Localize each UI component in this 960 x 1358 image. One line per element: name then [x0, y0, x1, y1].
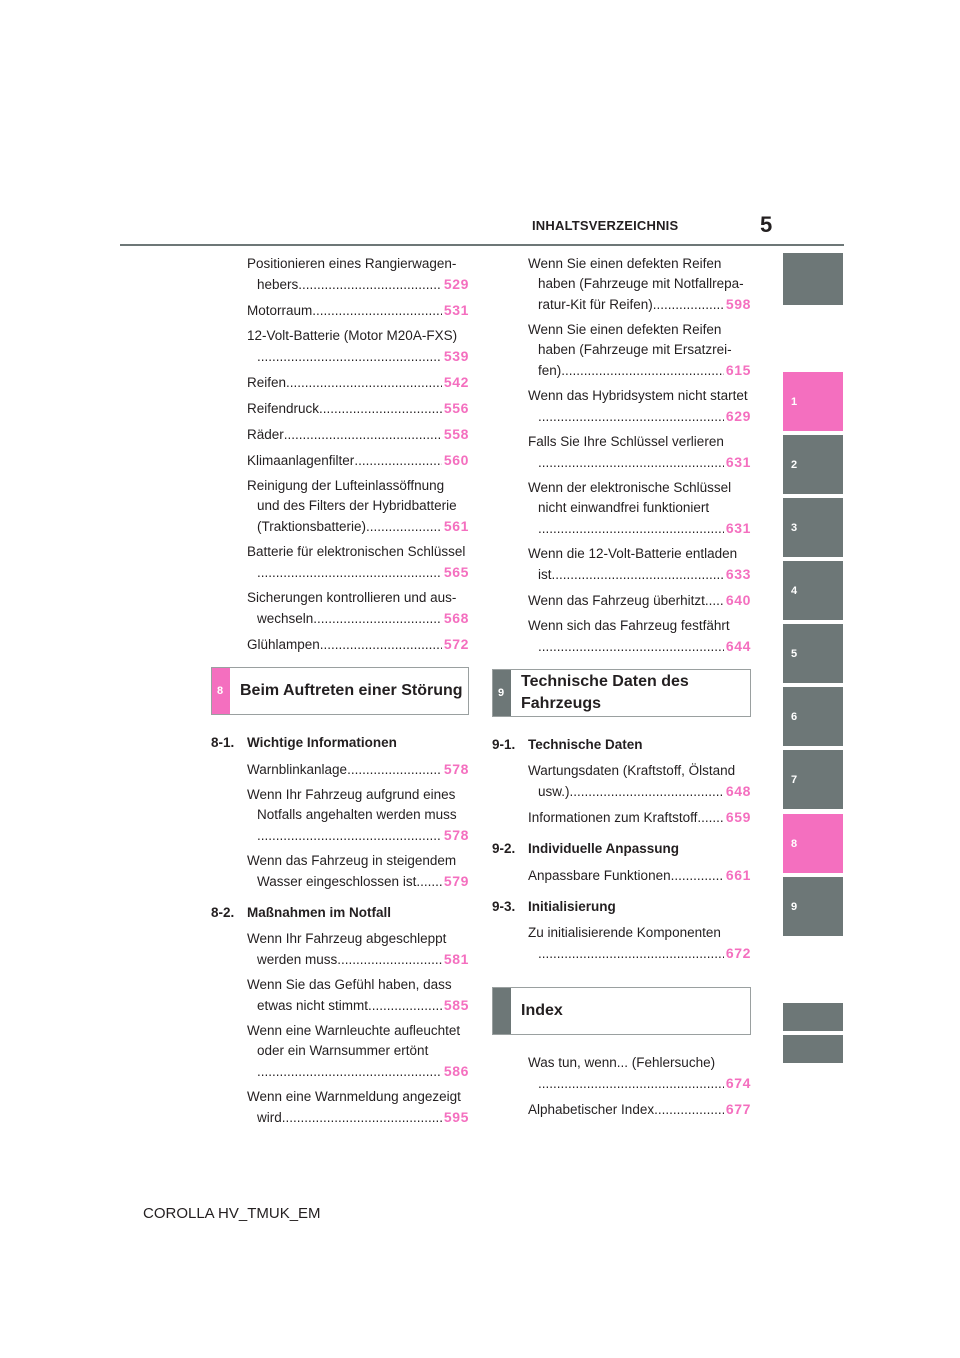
chapter-tab-3[interactable]: [783, 498, 843, 557]
toc-entry-text: ist: [538, 567, 552, 582]
dot-leader: [552, 565, 724, 585]
dot-leader: [257, 1062, 442, 1082]
toc-entry[interactable]: [211, 759, 469, 780]
toc-entry-text: wird: [257, 1110, 282, 1125]
toc-page-number: 529: [443, 276, 469, 292]
toc-page-number: 644: [725, 638, 751, 654]
header-rule: [120, 244, 844, 246]
chapter-title: Technische Daten des Fahrzeugs: [521, 673, 689, 712]
toc-page-number: 661: [725, 867, 751, 883]
toc-entry[interactable]: [211, 450, 469, 471]
toc-entry[interactable]: [211, 476, 469, 537]
toc-entry-text: haben (Fahrzeuge mit Ersatzrei-: [538, 342, 732, 357]
toc-page-number: 542: [443, 374, 469, 390]
section-title: Technische Daten: [528, 737, 643, 752]
dot-leader: [312, 301, 442, 321]
toc-entry[interactable]: [211, 634, 469, 655]
toc-entry-text: wechseln: [257, 611, 314, 626]
toc-entry-text: Reinigung der Lufteinlassöffnung: [247, 478, 445, 493]
chapter-heading-box[interactable]: [211, 667, 469, 715]
toc-entry[interactable]: [492, 1053, 751, 1094]
toc-entry-text: Reifen: [247, 375, 287, 390]
dot-leader: [319, 399, 442, 419]
toc-entry-text: und des Filters der Hybridbatterie: [257, 498, 457, 513]
blank-tab[interactable]: [783, 1003, 843, 1031]
toc-page-number: 578: [443, 761, 469, 777]
toc-entry[interactable]: [492, 590, 751, 611]
toc-entry-text: (Traktionsbatterie): [257, 519, 367, 534]
chapter-number-bar: [493, 988, 511, 1034]
chapter-tab-1[interactable]: [783, 372, 843, 431]
toc-entry-text: Wasser eingeschlossen ist: [257, 874, 417, 889]
toc-entry-text: Wenn die 12-Volt-Batterie entladen: [528, 546, 738, 561]
toc-entry-text: fen): [538, 363, 562, 378]
section-number: 9-1.: [492, 737, 516, 752]
chapter-tab-5[interactable]: [783, 624, 843, 683]
chapter-tab-label: 8: [791, 837, 798, 850]
toc-entry[interactable]: [492, 386, 751, 427]
toc-page-number: 629: [725, 408, 751, 424]
toc-entry[interactable]: [211, 785, 469, 846]
toc-entry[interactable]: [492, 923, 751, 964]
section-heading[interactable]: [211, 903, 469, 923]
section-title: Initialisierung: [528, 899, 616, 914]
toc-page-number: 560: [443, 452, 469, 468]
toc-entry-text: Wenn Sie einen defekten Reifen: [528, 256, 722, 271]
chapter-tab-label: 5: [791, 647, 798, 660]
page-number: 5: [760, 212, 773, 237]
dot-leader: [538, 944, 724, 964]
toc-page-number: 598: [725, 296, 751, 312]
dot-leader: [561, 361, 724, 381]
toc-entry-text: Wenn das Fahrzeug überhitzt: [528, 593, 705, 608]
section-number: 9-3.: [492, 899, 516, 914]
dot-leader: [538, 453, 724, 473]
toc-entry-text: Wenn Ihr Fahrzeug aufgrund eines: [247, 787, 456, 802]
toc-entry-text: Falls Sie Ihre Schlüssel verlieren: [528, 434, 724, 449]
toc-right-column: [492, 254, 751, 1125]
dot-leader: [298, 275, 442, 295]
chapter-tab-label: 6: [791, 710, 798, 723]
toc-entry[interactable]: [492, 761, 751, 802]
toc-entry[interactable]: [211, 398, 469, 419]
toc-entry-text: Wenn sich das Fahrzeug festfährt: [528, 618, 730, 633]
toc-entry-text: Wenn Sie das Gefühl haben, dass: [247, 977, 452, 992]
section-number: 9-2.: [492, 841, 516, 856]
chapter-heading-box[interactable]: [492, 987, 751, 1035]
dot-leader: [654, 1100, 724, 1120]
toc-entry-text: ratur-Kit für Reifen): [538, 297, 653, 312]
dot-leader: [282, 1108, 442, 1128]
toc-entry-text: Motorraum: [247, 303, 313, 318]
blank-tab[interactable]: [783, 253, 843, 305]
toc-entry-text: Wartungsdaten (Kraftstoff, Ölstand: [528, 763, 736, 778]
chapter-tab-label: 9: [791, 900, 798, 913]
section-heading[interactable]: [492, 735, 751, 755]
dot-leader: [257, 826, 442, 846]
toc-entry-text: Anpassbare Funktionen: [528, 868, 671, 883]
toc-entry[interactable]: [211, 424, 469, 445]
toc-page-number: 579: [443, 873, 469, 889]
dot-leader: [538, 407, 724, 427]
toc-entry-text: Wenn eine Warnmeldung angezeigt: [247, 1089, 461, 1104]
toc-page-number: 595: [443, 1109, 469, 1125]
section-title: Wichtige Informationen: [247, 735, 397, 750]
dot-leader: [337, 950, 442, 970]
toc-entry[interactable]: [211, 851, 469, 892]
dot-leader: [284, 425, 442, 445]
chapter-tab-label: 2: [791, 458, 798, 471]
chapter-number: 9: [498, 687, 505, 699]
toc-entry-text: Glühlampen: [247, 637, 320, 652]
toc-entry[interactable]: [211, 1087, 469, 1128]
toc-entry-text: Reifendruck: [247, 401, 320, 416]
toc-entry-text: Informationen zum Kraftstoff: [528, 810, 698, 825]
chapter-tab-label: 4: [791, 584, 798, 597]
toc-entry-text: Notfalls angehalten werden muss: [257, 807, 457, 822]
toc-entry-text: etwas nicht stimmt: [257, 998, 369, 1013]
toc-entry[interactable]: [492, 616, 751, 657]
toc-entry[interactable]: [211, 326, 469, 367]
toc-entry-text: Wenn Ihr Fahrzeug abgeschleppt: [247, 931, 447, 946]
toc-page-number: 558: [443, 426, 469, 442]
toc-entry-text: Wenn das Hybridsystem nicht startet: [528, 388, 748, 403]
toc-entry-text: Positionieren eines Rangierwagen-: [247, 256, 457, 271]
toc-entry[interactable]: [492, 807, 751, 828]
dot-leader: [697, 808, 723, 828]
toc-page-number: 539: [443, 348, 469, 364]
chapter-tab-label: 3: [791, 521, 798, 534]
dot-leader: [570, 782, 724, 802]
toc-page-number: 556: [443, 400, 469, 416]
toc-entry[interactable]: [211, 254, 469, 295]
toc-page-number: 572: [443, 636, 469, 652]
chapter-tab-2[interactable]: [783, 435, 843, 494]
toc-entry-text: nicht einwandfrei funktioniert: [538, 500, 710, 515]
toc-page-number: 585: [443, 997, 469, 1013]
toc-entry-text: Wenn der elektronische Schlüssel: [528, 480, 732, 495]
dot-leader: [257, 563, 442, 583]
dot-leader: [671, 866, 724, 886]
toc-page-number: 677: [725, 1101, 751, 1117]
toc-entry-text: hebers: [257, 277, 299, 292]
toc-page-number: 568: [443, 610, 469, 626]
dot-leader: [416, 872, 442, 892]
dot-leader: [538, 519, 724, 539]
toc-page-number: 561: [443, 518, 469, 534]
toc-entry-text: oder ein Warnsummer ertönt: [257, 1043, 429, 1058]
chapter-tab-label: 1: [791, 395, 798, 408]
toc-page-number: 631: [725, 454, 751, 470]
chapter-tab-4[interactable]: [783, 561, 843, 620]
chapter-heading-box[interactable]: [492, 669, 751, 717]
section-number: 8-1.: [211, 735, 235, 750]
section-heading[interactable]: [492, 897, 751, 917]
toc-page-number: 615: [725, 362, 751, 378]
dot-leader: [653, 295, 724, 315]
toc-entry[interactable]: [492, 254, 751, 315]
toc-entry-text: Was tun, wenn... (Fehlersuche): [528, 1055, 716, 1070]
toc-page-number: 674: [725, 1075, 751, 1091]
section-number: 8-2.: [211, 905, 235, 920]
toc-page-number: 581: [443, 951, 469, 967]
chapter-tab-label: 7: [791, 773, 798, 786]
section-title: Maßnahmen im Notfall: [247, 905, 392, 920]
chapter-tab-9[interactable]: [783, 877, 843, 936]
toc-entry[interactable]: [211, 1021, 469, 1082]
section-heading[interactable]: [211, 733, 469, 753]
toc-left-column: [211, 254, 469, 1137]
toc-page-number: 659: [725, 809, 751, 825]
toc-page-number: 531: [443, 302, 469, 318]
toc-page-number: 586: [443, 1063, 469, 1079]
chapter-tab-8[interactable]: [783, 814, 843, 873]
dot-leader: [320, 635, 442, 655]
toc-entry[interactable]: [492, 478, 751, 539]
toc-entry-text: Wenn eine Warnleuchte aufleuchtet: [247, 1023, 461, 1038]
toc-entry-text: Wenn Sie einen defekten Reifen: [528, 322, 722, 337]
toc-entry-text: Sicherungen kontrollieren und aus-: [247, 590, 457, 605]
toc-entry[interactable]: [211, 542, 469, 583]
dot-leader: [257, 347, 442, 367]
toc-entry[interactable]: [492, 1099, 751, 1120]
toc-entry-text: Wenn das Fahrzeug in steigendem: [247, 853, 457, 868]
toc-entry-text: haben (Fahrzeuge mit Notfallrepa-: [538, 276, 744, 291]
toc-entry-text: Klimaanlagenfilter: [247, 453, 355, 468]
running-header-title: INHALTSVERZEICHNIS: [532, 218, 679, 233]
dot-leader: [313, 609, 442, 629]
chapter-number: 8: [217, 685, 224, 697]
dot-leader: [354, 451, 442, 471]
toc-entry[interactable]: [492, 432, 751, 473]
toc-page-number: 648: [725, 783, 751, 799]
toc-page-number: 633: [725, 566, 751, 582]
toc-entry[interactable]: [211, 372, 469, 393]
dot-leader: [286, 373, 442, 393]
toc-entry-text: 12-Volt-Batterie (Motor M20A-FXS): [247, 328, 458, 343]
chapter-tab-6[interactable]: [783, 687, 843, 746]
toc-entry-text: usw.): [538, 784, 570, 799]
chapter-number-bar: [493, 670, 511, 716]
chapter-title: Beim Auftreten einer Störung: [240, 682, 463, 699]
chapter-number-bar: [212, 668, 230, 714]
toc-entry-text: werden muss: [257, 952, 338, 967]
toc-entry[interactable]: [492, 865, 751, 886]
toc-entry-text: Alphabetischer Index: [528, 1102, 655, 1117]
toc-page-number: 565: [443, 564, 469, 580]
dot-leader: [538, 637, 724, 657]
toc-entry[interactable]: [211, 929, 469, 970]
blank-tab[interactable]: [783, 1035, 843, 1063]
toc-page-number: 631: [725, 520, 751, 536]
section-heading[interactable]: [492, 839, 751, 859]
toc-entry[interactable]: [492, 320, 751, 381]
toc-entry[interactable]: [211, 975, 469, 1016]
dot-leader: [538, 1074, 724, 1094]
dot-leader: [366, 517, 442, 537]
toc-entry-text: Zu initialisierende Komponenten: [528, 925, 721, 940]
toc-entry[interactable]: [492, 544, 751, 585]
toc-page-number: 672: [725, 945, 751, 961]
chapter-tab-7[interactable]: [783, 750, 843, 809]
toc-page-number: 578: [443, 827, 469, 843]
dot-leader: [705, 591, 724, 611]
dot-leader: [347, 760, 442, 780]
footer-model-code: COROLLA HV_TMUK_EM: [143, 1205, 321, 1222]
section-title: Individuelle Anpassung: [528, 841, 680, 856]
toc-page-number: 640: [725, 592, 751, 608]
toc-entry-text: Räder: [247, 427, 284, 442]
toc-entry-text: Warnblinkanlage: [247, 762, 348, 777]
toc-entry[interactable]: [211, 588, 469, 629]
toc-entry-text: Batterie für elektronischen Schlüssel: [247, 544, 466, 559]
chapter-title: Index: [521, 1002, 563, 1019]
toc-entry[interactable]: [211, 300, 469, 321]
dot-leader: [368, 996, 442, 1016]
